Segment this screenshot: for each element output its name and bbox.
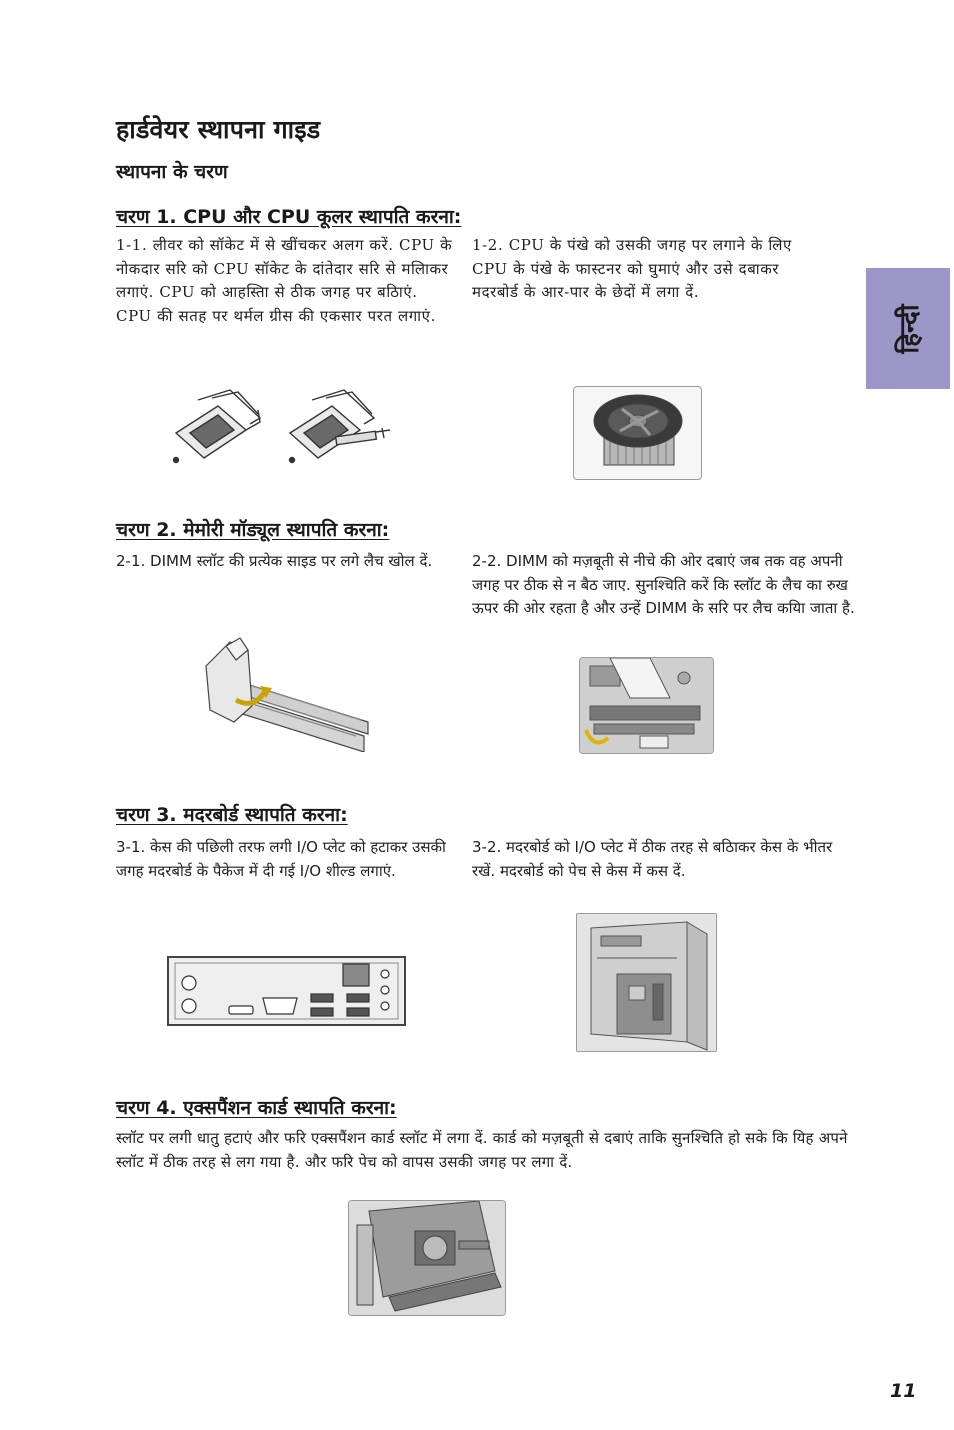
step-1-1-text: 1-1. लीवर को सॉकेट में से खींचकर अलग करें. CPU के नोकदार सरि को CPU सॉकेट के दांतेदार सरि से मलिाकर लगाएं. CPU को आहस्तिा से ठीक जगह पर बठिाएं. CPU की सतह पर थर्मल ग्रीस की एकसार परत लगाएं. — [116, 236, 453, 325]
step-4-heading: चरण 4. एक्सपैंशन कार्ड स्थापति करना: — [116, 1097, 397, 1119]
dimm-install-photo — [579, 657, 714, 754]
expansion-card-photo — [348, 1200, 506, 1316]
motherboard-case-photo — [576, 913, 717, 1052]
step-4-text: स्लॉट पर लगी धातु हटाएं और फरि एक्सपैंशन कार्ड स्लॉट में लगा दें. कार्ड को मज़बूती से दबाएं ताकि सुनश्चिति हो सके कि यिह अपने स्लॉट में ठीक तरह से लग गया है. और फरि पेच को वापस उसकी जगह पर लगा दें. — [116, 1129, 848, 1171]
language-tab-label: हिन्दी — [895, 303, 925, 354]
dimm-slot-illustration — [196, 636, 371, 752]
step-1-heading: चरण 1. CPU और CPU कूलर स्थापति करना: — [116, 206, 462, 228]
step-3-2-text: 3-2. मदरबोर्ड को I/O प्लेट में ठीक तरह से बठिाकर केस के भीतर रखें. मदरबोर्ड को पेच से केस में कस दें. — [472, 838, 833, 880]
step-3-heading: चरण 3. मदरबोर्ड स्थापति करना: — [116, 804, 348, 826]
step-2-heading: चरण 2. मेमोरी मॉड्यूल स्थापति करना: — [116, 519, 390, 541]
page-number: 11 — [890, 1380, 917, 1402]
cpu-fan-photo — [573, 386, 702, 480]
step-1-2-text: 1-2. CPU के पंखे को उसकी जगह पर लगाने के लिए CPU के पंखे के फास्टनर को घुमाएं और उसे दबाकर मदरबोर्ड के आर-पार के छेदों में लगा दें. — [472, 236, 792, 301]
step-2-1-text: 2-1. DIMM स्लॉट की प्रत्येक साइड पर लगे लैच खोल दें. — [116, 552, 433, 570]
page-title: हार्डवेयर स्थापना गाइड — [116, 115, 321, 144]
io-shield-illustration — [167, 956, 406, 1026]
step-2-2-text: 2-2. DIMM को मज़बूती से नीचे की ओर दबाएं जब तक वह अपनी जगह पर ठीक से न बैठ जाए. सुनश्चिति करें कि स्लॉट के लैच का रुख ऊपर की ओर रहता है और उन्हें DIMM के सरि पर लैच कयिा जाता है. — [472, 552, 855, 617]
cpu-socket-illustration — [168, 388, 398, 473]
step-3-1-text: 3-1. केस की पछिली तरफ लगी I/O प्लेट को हटाकर उसकी जगह मदरबोर्ड के पैकेज में दी गई I/O शील्ड लगाएं. — [116, 838, 446, 880]
language-tab — [866, 268, 950, 389]
page-subtitle: स्थापना के चरण — [116, 161, 228, 183]
